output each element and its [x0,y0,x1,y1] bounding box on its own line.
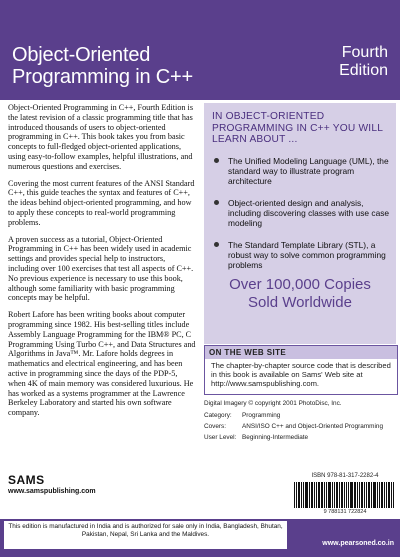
bullet-icon [214,158,219,163]
book-title [12,44,193,88]
barcode-bar [364,482,365,508]
copies-line-2: Sold Worldwide [248,294,352,311]
barcode-bar [314,482,315,508]
barcode-bar [296,482,297,508]
barcode-bar [357,482,358,508]
imagery-credit: Digital Imagery © copyright 2001 PhotoDisc, Inc. [204,400,342,407]
category-label: Category: [204,412,232,419]
pearson-url: www.pearsoned.co.in [322,540,394,547]
barcode-bar [393,482,394,508]
barcode-bar [301,482,302,508]
covers-label: Covers: [204,423,227,430]
barcode-bar [309,482,310,508]
barcode-bar [368,482,370,508]
list-item-text: Object-oriented design and analysis, including discovering classes with use case modeling [228,197,390,228]
isbn-label: ISBN 978-81-317-2282-4 [311,473,379,479]
user-level-label: User Level: [204,434,237,441]
list-item-text: The Standard Template Library (STL), a robust way to solve common programming problems [228,239,386,270]
title-line-1: Object-Oriented [12,44,151,66]
publisher-url: www.samspublishing.com [8,488,96,495]
barcode-bar [361,482,363,508]
barcode-bar [386,482,387,508]
barcode-bar [294,482,295,508]
list-item-text: The Unified Modeling Language (UML), the standard way to illustrate program architecture [228,155,389,186]
barcode-bar [341,482,343,508]
copies-line-1: Over 100,000 Copies [229,276,371,293]
india-sale-notice: This edition is manufactured in India and is authorized for sale only in India, Bangladesh, Bhutan, Pakistan, Nepal, Sri Lanka and the Maldives. [4,521,287,549]
category-row [204,412,396,420]
barcode-bar [354,482,356,508]
web-site-box [204,345,398,395]
barcode-bar [346,482,347,508]
barcode-bar [391,482,392,508]
learn-list [214,156,390,270]
description-paragraph-2: Covering the most current features of the ANSI Standard C++, this guide teaches the syntax and features of C++, the ideas behind object-oriented programming, and how to apply these concepts to real-world programming problems. [8,178,195,227]
barcode-bar [344,482,345,508]
barcode-bar [332,482,333,508]
header-band [0,0,400,100]
list-item [214,240,390,270]
barcode-bar [334,482,335,508]
edition-line-2: Edition [339,62,388,79]
covers-value: ANSI/ISO C++ and Object-Oriented Programming [242,423,384,430]
barcode-bar [328,482,331,508]
barcode-bar [348,482,349,508]
barcode-bar [316,482,317,508]
barcode-bar [371,482,372,508]
barcode-bar [318,482,320,508]
edition-label [298,44,388,80]
author-bio: Robert Lafore has been writing books about computer programming since 1982. His best-selling titles include Assembly Language Programming for the IBM® PC, C Programming Using Turbo C++, and Data Structures and Algorithms in Java™. Mr. Lafore holds degrees in mathematics and electrical engineering, and has been active in programming since the days of the PDP-5, when 4K of main memory was considered luxurious. He has worked as a systems programmer at the Lawrence Berkeley Laboratory and started his own software company. [8,310,196,418]
publisher-block [8,473,96,495]
barcode-bar [359,482,360,508]
barcode-bar [377,482,378,508]
barcode-bar [336,482,338,508]
barcode-bar [381,482,383,508]
barcode-bar [305,482,308,508]
category-value: Programming [242,412,281,419]
barcode-icon [294,482,396,508]
learn-heading: IN OBJECT-ORIENTED PROGRAMMING IN C++ YOU WILL LEARN ABOUT ... [212,111,383,145]
copies-sold-callout [204,276,396,312]
bullet-icon [214,200,219,205]
edition-line-1: Fourth [341,44,388,61]
barcode-bar [326,482,327,508]
barcode-bar [311,482,313,508]
barcode-bar [298,482,300,508]
web-site-text: The chapter-by-chapter source code that is described in this book is available on Sams' Web site at http://www.samspublishing.com. [211,361,391,388]
barcode-bar [303,482,304,508]
barcode-number: 9 788131 722824 [323,509,367,515]
barcode-bar [350,482,353,508]
user-level-value: Beginning-Intermediate [242,434,309,441]
bullet-icon [214,242,219,247]
user-level-row [204,434,396,442]
barcode-bar [366,482,367,508]
title-line-2: Programming in C++ [12,66,193,88]
description-column [8,103,196,425]
covers-row [204,423,396,431]
list-item [214,198,390,228]
description-paragraph-3: A proven success as a tutorial, Object-Oriented Programming in C++ has been widely used in academic settings and provides special help to instructors, including over 100 exercises that test all aspects of C++. No previous experience is necessary to use this book, although some familiarity with basic programming concepts may be helpful. [8,234,194,303]
barcode-bar [321,482,323,508]
barcode-bar [373,482,376,508]
book-details [204,400,396,442]
barcode-bar [384,482,385,508]
barcode-bar [339,482,340,508]
barcode-bar [324,482,325,508]
web-site-heading: ON THE WEB SITE [205,346,397,359]
list-item [214,156,390,186]
barcode-bar [388,482,390,508]
description-paragraph-1: Object-Oriented Programming in C++, Fourth Edition is the latest revision of a classic programming title that has introduced thousands of users to object-oriented programming in C++. This book takes you from basic concepts to full-fledged object-oriented applications, using easy-to-follow examples, helpful illustrations, and numerous questions and exercises. [8,103,194,171]
barcode-bar [379,482,380,508]
sams-logo: SAMS [8,473,45,487]
